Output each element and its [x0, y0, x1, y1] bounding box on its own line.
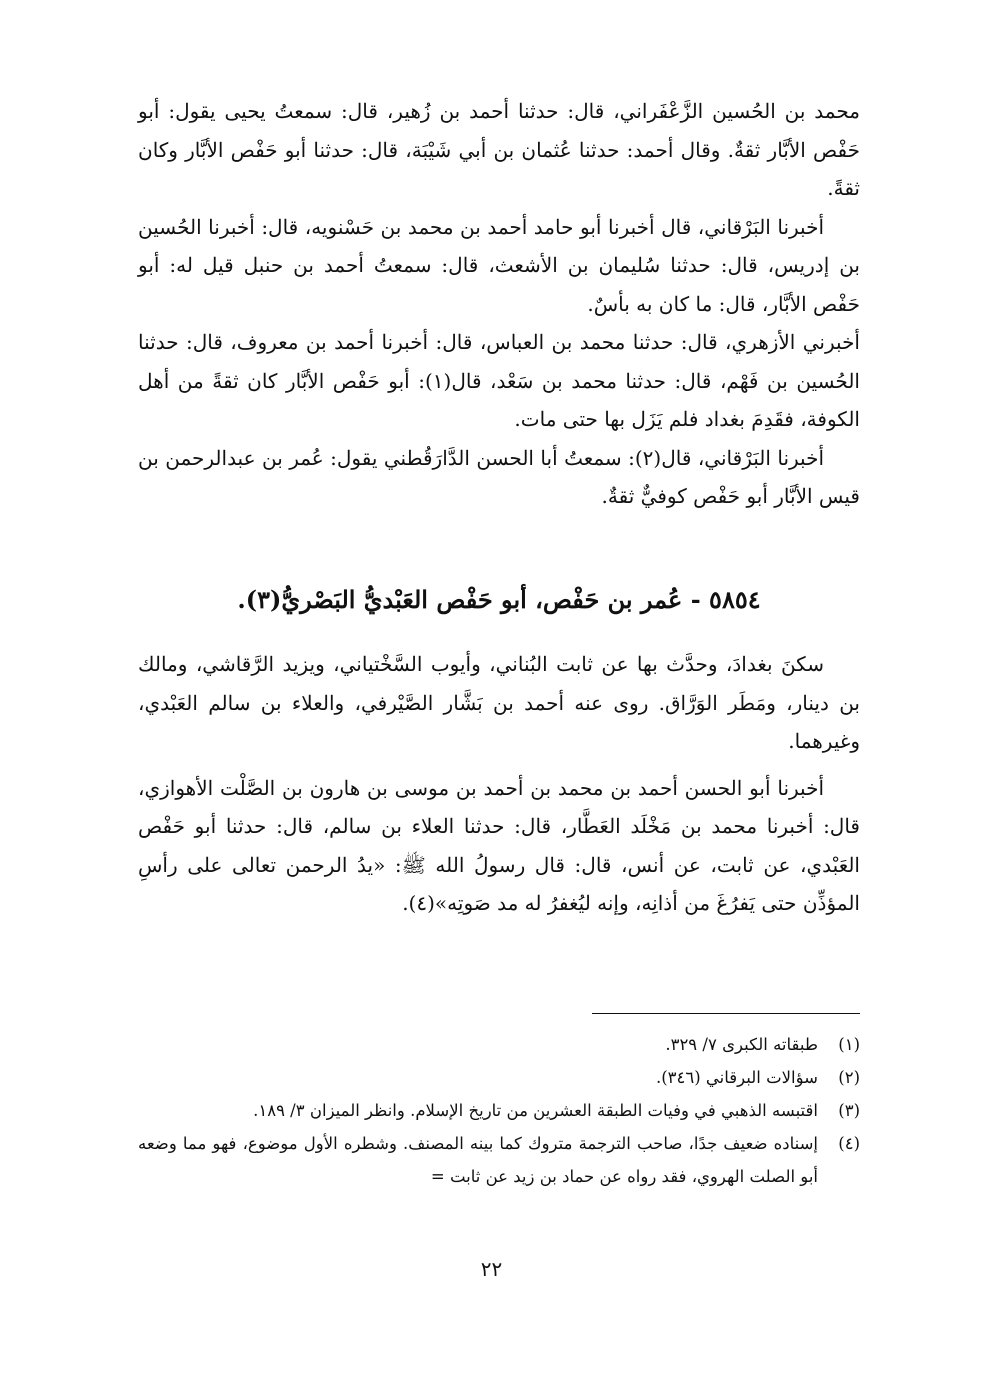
- paragraph-2: أخبرنا البَرْقاني، قال أخبرنا أبو حامد أحمد بن محمد بن حَسْنويه، قال: أخبرنا الحُسين بن إدريس، قال: حدثنا سُليمان بن الأشعث، قال: سمعتُ أحمد بن حنبل قيل له: أبو حَفْص الأبَّار، قال: ما كان به بأسٌ.: [138, 214, 860, 316]
- footnote-number: (٢): [838, 1068, 860, 1087]
- footnote-separator: [592, 1013, 860, 1014]
- footnote-4: [138, 1127, 860, 1193]
- paragraph-6: أخبرنا أبو الحسن أحمد بن محمد بن أحمد بن موسى بن هارون بن الصَّلْت الأهوازي، قال: أخبرنا محمد بن مَخْلَد العَطَّار، قال: حدثنا العلاء بن سالم، قال: حدثنا أبو حَفْص العَبْدي، عن ثابت، عن أنس، قال: قال رسولُ الله ﷺ: «يدُ الرحمن تعالى على رأسِ المؤذِّن حتى يَفرُغَ من أذانِه، وإنه ليُغفرُ له مد صَوتِه»(٤).: [138, 775, 860, 915]
- footnote-text: اقتبسه الذهبي في وفيات الطبقة العشرين من تاريخ الإسلام. وانظر الميزان ٣/ ١٨٩.: [253, 1101, 818, 1120]
- body-text-upper: [138, 92, 860, 516]
- footnote-3: [138, 1094, 860, 1127]
- paragraph-5: سكنَ بغدادَ، وحدَّث بها عن ثابت البُناني، وأيوب السَّخْتياني، ويزيد الرَّقاشي، ومالك بن دينار، ومَطَر الوَرَّاق. روى عنه أحمد بن بَشَّار الصَّيْرفي، والعلاء بن سالم العَبْدي، وغيرهما.: [138, 652, 860, 753]
- footnote-number: (٤): [838, 1134, 860, 1153]
- paragraph-1: محمد بن الحُسين الزَّعْفَراني، قال: حدثنا أحمد بن زُهير، قال: سمعتُ يحيى يقول: أبو حَفْص الأبَّار ثقةٌ. وقال أحمد: حدثنا عُثمان بن أبي شَيْبَة، قال: حدثنا أبو حَفْص الأبَّار وكان ثقةً.: [138, 99, 860, 200]
- entry-heading: ٥٨٥٤ - عُمر بن حَفْص، أبو حَفْص العَبْديُّ البَصْريُّ(٣).: [237, 585, 761, 614]
- paragraph-4: أخبرنا البَرْقاني، قال(٢): سمعتُ أبا الحسن الدَّارَقُطني يقول: عُمر بن عبدالرحمن بن قيس الأبَّار أبو حَفْص كوفيٌّ ثقةٌ.: [138, 445, 860, 508]
- footnote-1: [138, 1028, 860, 1061]
- footnote-text: طبقاته الكبرى ٧/ ٣٢٩.: [665, 1035, 818, 1054]
- footnote-number: (١): [838, 1035, 860, 1054]
- footnotes: [138, 1028, 860, 1193]
- body-text-lower: [138, 645, 860, 923]
- footnote-2: [138, 1061, 860, 1094]
- paragraph-3: أخبرني الأزهري، قال: حدثنا محمد بن العباس، قال: أخبرنا أحمد بن معروف، قال: حدثنا الحُسين بن فَهْم، قال: حدثنا محمد بن سَعْد، قال(١): أبو حَفْص الأبَّار كان ثقةً من أهل الكوفة، فقَدِمَ بغداد فلم يَزَل بها حتى مات.: [138, 330, 860, 431]
- footnote-number: (٣): [838, 1101, 860, 1120]
- footnote-text: إسناده ضعيف جدًا، صاحب الترجمة متروك كما بينه المصنف. وشطره الأول موضوع، فهو مما وضعه أبو الصلت الهروي، فقد رواه عن حماد بن زيد عن ثابت =: [138, 1134, 818, 1186]
- page-number: ٢٢: [480, 1257, 503, 1281]
- footnote-text: سؤالات البرقاني (٣٤٦).: [655, 1068, 818, 1087]
